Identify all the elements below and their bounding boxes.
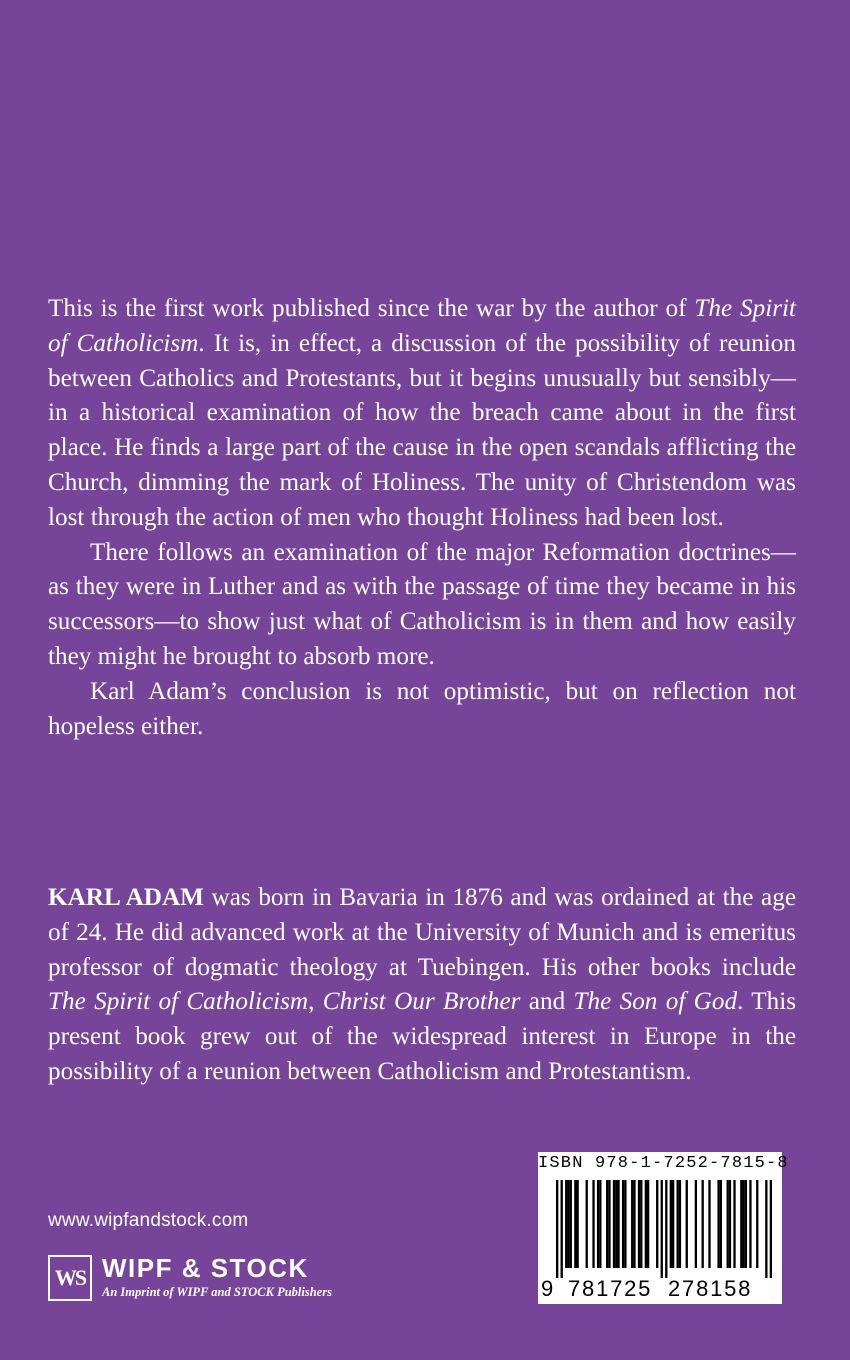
author-bio [48, 881, 796, 1090]
book-title-reference: The Spirit of Catholicism [48, 295, 796, 357]
barcode-guard-bar [765, 1180, 767, 1278]
barcode-bar [574, 1180, 576, 1268]
barcode-bar [631, 1180, 633, 1268]
barcode-bar [592, 1180, 594, 1268]
publisher-name: WIPF & STOCK [102, 1253, 309, 1283]
barcode-guard-bar [665, 1180, 667, 1278]
barcode-bar [672, 1180, 674, 1268]
bio-text: , [308, 988, 323, 1016]
barcode-bar [686, 1180, 688, 1268]
barcode-bar [720, 1180, 722, 1268]
barcode-right-group: 278158 [668, 1276, 753, 1301]
author-name: KARL ADAM [48, 884, 204, 911]
barcode-bar [576, 1180, 578, 1268]
barcode-bar [645, 1180, 647, 1268]
barcode-bar [570, 1180, 572, 1268]
publisher-logo-icon: WS [48, 1255, 92, 1301]
barcode-bar [708, 1180, 710, 1268]
barcode-bar [740, 1180, 742, 1268]
description-paragraph-3: Karl Adam’s conclusion is not optimistic, but on reflection not hopeless either. [48, 677, 796, 740]
barcode-bar [727, 1180, 729, 1268]
bio-text: . This present book grew out of the widespread interest in Europe in the possibility of a reunion between Catholicism and Protestantism. [48, 988, 797, 1085]
book-description [48, 292, 796, 744]
description-paragraph-1 [48, 292, 796, 536]
barcode-bar [742, 1180, 744, 1268]
barcode-bar [647, 1180, 649, 1268]
barcode-bar [749, 1180, 751, 1268]
barcode-bar [606, 1180, 608, 1268]
barcode-bar [597, 1180, 599, 1268]
barcode-bar [624, 1180, 626, 1268]
barcode-guard-bar [556, 1180, 558, 1278]
barcode-box [538, 1152, 789, 1304]
barcode-bar [695, 1180, 697, 1268]
book-title-reference: The Son of God [573, 988, 738, 1016]
barcode-bar [599, 1180, 601, 1268]
barcode-bar [638, 1180, 640, 1268]
barcode-bar [702, 1180, 704, 1268]
barcode-bar [565, 1180, 567, 1268]
publisher-imprint: An Imprint of WIPF and STOCK Publishers [102, 1285, 332, 1299]
barcode-bar [608, 1180, 610, 1268]
barcode-first-digit: 9 [541, 1276, 554, 1301]
barcode-bar [745, 1180, 747, 1268]
isbn-label: ISBN 978-1-7252-7815-8 [538, 1154, 789, 1173]
barcode-bar [622, 1180, 624, 1268]
barcode-left-group: 781725 [568, 1276, 653, 1301]
description-text: . It is, in effect, a discussion of the possibility of reunion between Catholics and Protestants, but it begins unusually but sensibly—in a historical examination of how the breach came about in the first place. He finds a large part of the cause in the open scandals afflicting the Church, dimming the mark of Holiness. The unity of Christendom was lost through the action of men who thought Holiness had been lost. [48, 329, 796, 531]
barcode-bar [677, 1180, 679, 1268]
barcode-bar [633, 1180, 635, 1268]
bio-text: and [520, 988, 574, 1016]
publisher-website[interactable]: www.wipfandstock.com [48, 1210, 249, 1231]
ean13-barcode-icon [556, 1180, 772, 1278]
barcode-bar [617, 1180, 619, 1268]
book-title-reference: The Spirit of Catholicism [48, 988, 309, 1016]
barcode-bar [567, 1180, 569, 1268]
book-title-reference: Christ Our Brother [322, 988, 521, 1016]
barcode-bar [756, 1180, 758, 1268]
bio-text: was born in Bavaria in 1876 and was ordained at the age of 24. He did advanced work at the University of Munich and is emeritus professor of dogmatic theology at Tuebingen. His other books include [48, 884, 796, 981]
barcode-bar [729, 1180, 731, 1268]
publisher-block [48, 1255, 388, 1305]
description-paragraph-2: There follows an examination of the major Reformation doctrines—as they were in Luther and as with the passage of time they became in his successors—to show just what of Catholicism is in them and how easily they might he brought to absorb more. [48, 538, 796, 670]
barcode-bar [717, 1180, 719, 1268]
barcode-bar [613, 1180, 615, 1268]
barcode-bar [656, 1180, 658, 1268]
barcode-bar [679, 1180, 681, 1268]
barcode-bar [670, 1180, 672, 1268]
barcode-guard-bar [661, 1180, 663, 1278]
barcode-bar [586, 1180, 588, 1268]
barcode-guard-bar [561, 1180, 563, 1278]
barcode-guard-bar [770, 1180, 772, 1278]
barcode-bar [733, 1180, 735, 1268]
barcode-bar [615, 1180, 617, 1268]
barcode-bar [640, 1180, 642, 1268]
description-text: This is the first work published since the war by the author of [48, 295, 695, 322]
